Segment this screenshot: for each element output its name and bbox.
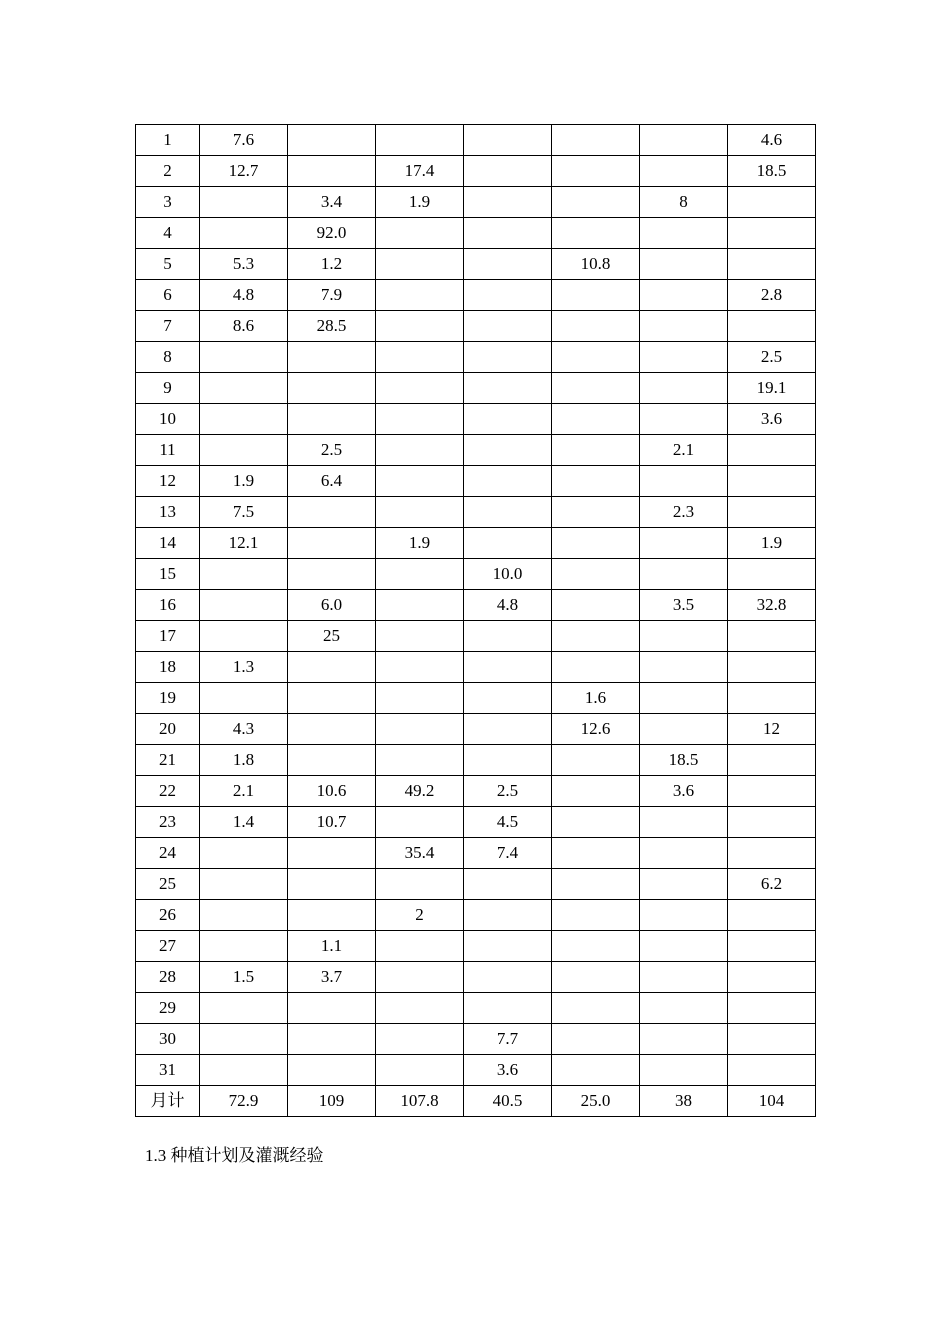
row-label-cell: 30 xyxy=(136,1024,200,1055)
value-cell xyxy=(376,869,464,900)
value-cell xyxy=(376,497,464,528)
value-cell: 107.8 xyxy=(376,1086,464,1117)
value-cell: 1.4 xyxy=(200,807,288,838)
value-cell xyxy=(640,931,728,962)
value-cell: 7.7 xyxy=(464,1024,552,1055)
value-cell: 28.5 xyxy=(288,311,376,342)
value-cell xyxy=(728,931,816,962)
value-cell xyxy=(464,869,552,900)
value-cell xyxy=(464,962,552,993)
value-cell xyxy=(200,590,288,621)
value-cell xyxy=(200,435,288,466)
value-cell: 25 xyxy=(288,621,376,652)
value-cell xyxy=(288,714,376,745)
value-cell xyxy=(640,404,728,435)
value-cell xyxy=(640,342,728,373)
row-label-cell: 29 xyxy=(136,993,200,1024)
value-cell xyxy=(728,466,816,497)
value-cell: 72.9 xyxy=(200,1086,288,1117)
value-cell xyxy=(552,900,640,931)
row-label-cell: 15 xyxy=(136,559,200,590)
row-label-cell: 4 xyxy=(136,218,200,249)
value-cell: 2.1 xyxy=(200,776,288,807)
value-cell xyxy=(728,900,816,931)
value-cell: 1.6 xyxy=(552,683,640,714)
value-cell xyxy=(376,559,464,590)
section-heading: 1.3 种植计划及灌溉经验 xyxy=(145,1146,324,1165)
value-cell: 12.1 xyxy=(200,528,288,559)
value-cell xyxy=(640,714,728,745)
value-cell: 10.6 xyxy=(288,776,376,807)
value-cell: 38 xyxy=(640,1086,728,1117)
value-cell xyxy=(200,683,288,714)
value-cell xyxy=(640,683,728,714)
value-cell: 6.2 xyxy=(728,869,816,900)
value-cell xyxy=(552,652,640,683)
value-cell xyxy=(376,807,464,838)
value-cell: 6.4 xyxy=(288,466,376,497)
table-row xyxy=(136,807,816,838)
value-cell xyxy=(728,1055,816,1086)
value-cell xyxy=(376,218,464,249)
value-cell: 49.2 xyxy=(376,776,464,807)
row-label-cell: 28 xyxy=(136,962,200,993)
value-cell xyxy=(552,838,640,869)
value-cell xyxy=(464,280,552,311)
value-cell xyxy=(552,776,640,807)
row-label-cell: 25 xyxy=(136,869,200,900)
value-cell xyxy=(640,528,728,559)
value-cell xyxy=(288,156,376,187)
value-cell xyxy=(288,528,376,559)
value-cell xyxy=(552,745,640,776)
value-cell xyxy=(376,125,464,156)
table-row xyxy=(136,435,816,466)
value-cell: 40.5 xyxy=(464,1086,552,1117)
value-cell xyxy=(464,466,552,497)
value-cell xyxy=(376,590,464,621)
value-cell xyxy=(728,993,816,1024)
value-cell xyxy=(640,869,728,900)
value-cell xyxy=(552,1055,640,1086)
value-cell xyxy=(552,528,640,559)
value-cell xyxy=(200,404,288,435)
table-row xyxy=(136,683,816,714)
value-cell xyxy=(640,838,728,869)
table-row xyxy=(136,1024,816,1055)
table-row xyxy=(136,218,816,249)
value-cell xyxy=(288,497,376,528)
value-cell: 7.6 xyxy=(200,125,288,156)
table-row xyxy=(136,621,816,652)
row-label-cell: 9 xyxy=(136,373,200,404)
value-cell: 2.5 xyxy=(728,342,816,373)
value-cell xyxy=(200,838,288,869)
value-cell xyxy=(552,931,640,962)
value-cell xyxy=(376,745,464,776)
value-cell xyxy=(640,1024,728,1055)
value-cell: 12.6 xyxy=(552,714,640,745)
value-cell xyxy=(200,931,288,962)
value-cell: 25.0 xyxy=(552,1086,640,1117)
value-cell xyxy=(552,590,640,621)
value-cell: 4.5 xyxy=(464,807,552,838)
value-cell xyxy=(728,776,816,807)
value-cell xyxy=(288,342,376,373)
value-cell xyxy=(376,373,464,404)
value-cell xyxy=(640,466,728,497)
value-cell xyxy=(552,497,640,528)
value-cell: 19.1 xyxy=(728,373,816,404)
row-label-cell: 22 xyxy=(136,776,200,807)
value-cell: 1.8 xyxy=(200,745,288,776)
value-cell xyxy=(464,249,552,280)
value-cell xyxy=(288,745,376,776)
value-cell xyxy=(288,404,376,435)
value-cell xyxy=(640,218,728,249)
table-row xyxy=(136,497,816,528)
rainfall-table xyxy=(135,124,816,1117)
value-cell: 3.7 xyxy=(288,962,376,993)
table-row xyxy=(136,776,816,807)
row-label-cell: 2 xyxy=(136,156,200,187)
value-cell xyxy=(200,1024,288,1055)
value-cell xyxy=(728,559,816,590)
table-row xyxy=(136,466,816,497)
value-cell xyxy=(288,559,376,590)
value-cell xyxy=(640,621,728,652)
value-cell xyxy=(640,249,728,280)
row-label-cell: 19 xyxy=(136,683,200,714)
value-cell xyxy=(464,900,552,931)
value-cell xyxy=(288,373,376,404)
value-cell: 1.5 xyxy=(200,962,288,993)
value-cell xyxy=(640,125,728,156)
value-cell: 8 xyxy=(640,187,728,218)
value-cell xyxy=(464,373,552,404)
value-cell: 35.4 xyxy=(376,838,464,869)
value-cell xyxy=(640,559,728,590)
value-cell xyxy=(728,807,816,838)
table-row xyxy=(136,590,816,621)
value-cell: 3.4 xyxy=(288,187,376,218)
value-cell: 2.3 xyxy=(640,497,728,528)
value-cell xyxy=(464,621,552,652)
value-cell xyxy=(288,652,376,683)
value-cell: 4.3 xyxy=(200,714,288,745)
value-cell xyxy=(464,528,552,559)
value-cell xyxy=(552,962,640,993)
value-cell xyxy=(640,993,728,1024)
value-cell: 7.9 xyxy=(288,280,376,311)
value-cell xyxy=(464,435,552,466)
total-row xyxy=(136,1086,816,1117)
value-cell xyxy=(728,187,816,218)
table-body xyxy=(136,125,816,1117)
value-cell xyxy=(200,559,288,590)
value-cell xyxy=(728,435,816,466)
table-row xyxy=(136,125,816,156)
value-cell xyxy=(728,497,816,528)
value-cell xyxy=(728,1024,816,1055)
table-row xyxy=(136,373,816,404)
row-label-cell: 31 xyxy=(136,1055,200,1086)
table-row xyxy=(136,528,816,559)
value-cell xyxy=(552,156,640,187)
value-cell: 6.0 xyxy=(288,590,376,621)
value-cell: 1.9 xyxy=(200,466,288,497)
value-cell: 32.8 xyxy=(728,590,816,621)
value-cell xyxy=(728,311,816,342)
value-cell xyxy=(288,869,376,900)
value-cell xyxy=(200,218,288,249)
row-label-cell: 27 xyxy=(136,931,200,962)
value-cell: 1.2 xyxy=(288,249,376,280)
value-cell xyxy=(376,404,464,435)
value-cell xyxy=(552,993,640,1024)
value-cell xyxy=(288,838,376,869)
value-cell xyxy=(376,1055,464,1086)
value-cell: 3.6 xyxy=(464,1055,552,1086)
value-cell xyxy=(464,993,552,1024)
row-label-cell: 月计 xyxy=(136,1086,200,1117)
row-label-cell: 13 xyxy=(136,497,200,528)
value-cell: 1.9 xyxy=(376,187,464,218)
value-cell: 7.5 xyxy=(200,497,288,528)
value-cell xyxy=(640,373,728,404)
table-row xyxy=(136,900,816,931)
value-cell: 10.0 xyxy=(464,559,552,590)
value-cell: 12.7 xyxy=(200,156,288,187)
value-cell xyxy=(552,466,640,497)
value-cell xyxy=(376,249,464,280)
row-label-cell: 23 xyxy=(136,807,200,838)
value-cell xyxy=(552,1024,640,1055)
value-cell xyxy=(464,404,552,435)
value-cell xyxy=(376,652,464,683)
value-cell xyxy=(464,683,552,714)
table-row xyxy=(136,404,816,435)
table-row xyxy=(136,993,816,1024)
value-cell xyxy=(200,900,288,931)
value-cell: 1.1 xyxy=(288,931,376,962)
value-cell xyxy=(376,311,464,342)
table-row xyxy=(136,962,816,993)
value-cell xyxy=(640,1055,728,1086)
value-cell xyxy=(376,962,464,993)
table-row xyxy=(136,838,816,869)
value-cell xyxy=(200,993,288,1024)
value-cell: 4.8 xyxy=(200,280,288,311)
table-row xyxy=(136,931,816,962)
table-row xyxy=(136,342,816,373)
value-cell xyxy=(552,621,640,652)
value-cell: 3.6 xyxy=(640,776,728,807)
value-cell: 1.3 xyxy=(200,652,288,683)
value-cell xyxy=(464,931,552,962)
table-row xyxy=(136,559,816,590)
value-cell xyxy=(728,249,816,280)
value-cell: 17.4 xyxy=(376,156,464,187)
row-label-cell: 24 xyxy=(136,838,200,869)
value-cell xyxy=(288,125,376,156)
row-label-cell: 16 xyxy=(136,590,200,621)
value-cell xyxy=(464,218,552,249)
value-cell: 4.8 xyxy=(464,590,552,621)
row-label-cell: 6 xyxy=(136,280,200,311)
value-cell xyxy=(728,683,816,714)
value-cell xyxy=(552,807,640,838)
value-cell xyxy=(552,404,640,435)
value-cell xyxy=(200,869,288,900)
value-cell: 3.6 xyxy=(728,404,816,435)
value-cell: 104 xyxy=(728,1086,816,1117)
value-cell: 92.0 xyxy=(288,218,376,249)
value-cell xyxy=(552,187,640,218)
value-cell xyxy=(464,187,552,218)
value-cell xyxy=(464,125,552,156)
value-cell xyxy=(376,683,464,714)
row-label-cell: 7 xyxy=(136,311,200,342)
table-row xyxy=(136,311,816,342)
value-cell xyxy=(640,311,728,342)
row-label-cell: 20 xyxy=(136,714,200,745)
row-label-cell: 5 xyxy=(136,249,200,280)
value-cell xyxy=(288,1024,376,1055)
table-row xyxy=(136,1055,816,1086)
value-cell: 18.5 xyxy=(728,156,816,187)
value-cell xyxy=(376,342,464,373)
value-cell xyxy=(200,373,288,404)
value-cell: 10.7 xyxy=(288,807,376,838)
value-cell xyxy=(200,187,288,218)
value-cell: 10.8 xyxy=(552,249,640,280)
value-cell xyxy=(376,1024,464,1055)
value-cell: 2 xyxy=(376,900,464,931)
row-label-cell: 17 xyxy=(136,621,200,652)
table-row xyxy=(136,745,816,776)
value-cell: 8.6 xyxy=(200,311,288,342)
value-cell xyxy=(464,156,552,187)
value-cell xyxy=(728,838,816,869)
row-label-cell: 14 xyxy=(136,528,200,559)
value-cell xyxy=(552,559,640,590)
value-cell xyxy=(376,621,464,652)
table-row xyxy=(136,652,816,683)
row-label-cell: 21 xyxy=(136,745,200,776)
table-row xyxy=(136,156,816,187)
value-cell xyxy=(464,311,552,342)
value-cell xyxy=(464,652,552,683)
value-cell xyxy=(728,621,816,652)
value-cell xyxy=(728,745,816,776)
row-label-cell: 11 xyxy=(136,435,200,466)
value-cell: 18.5 xyxy=(640,745,728,776)
value-cell xyxy=(728,218,816,249)
value-cell: 3.5 xyxy=(640,590,728,621)
value-cell xyxy=(640,280,728,311)
table-row xyxy=(136,187,816,218)
table-row xyxy=(136,249,816,280)
value-cell xyxy=(552,435,640,466)
value-cell xyxy=(376,993,464,1024)
table-row xyxy=(136,714,816,745)
value-cell: 2.5 xyxy=(288,435,376,466)
value-cell xyxy=(552,280,640,311)
value-cell xyxy=(728,962,816,993)
value-cell xyxy=(640,900,728,931)
value-cell: 109 xyxy=(288,1086,376,1117)
value-cell: 2.8 xyxy=(728,280,816,311)
value-cell xyxy=(200,621,288,652)
value-cell xyxy=(376,931,464,962)
value-cell xyxy=(288,683,376,714)
value-cell xyxy=(728,652,816,683)
value-cell xyxy=(376,280,464,311)
row-label-cell: 3 xyxy=(136,187,200,218)
value-cell xyxy=(464,497,552,528)
value-cell: 1.9 xyxy=(728,528,816,559)
row-label-cell: 18 xyxy=(136,652,200,683)
value-cell xyxy=(640,962,728,993)
value-cell: 2.1 xyxy=(640,435,728,466)
value-cell: 2.5 xyxy=(464,776,552,807)
value-cell xyxy=(464,342,552,373)
row-label-cell: 1 xyxy=(136,125,200,156)
value-cell xyxy=(376,435,464,466)
value-cell xyxy=(464,714,552,745)
value-cell xyxy=(552,373,640,404)
value-cell xyxy=(552,342,640,373)
value-cell: 4.6 xyxy=(728,125,816,156)
value-cell: 7.4 xyxy=(464,838,552,869)
value-cell: 5.3 xyxy=(200,249,288,280)
value-cell xyxy=(376,714,464,745)
table-row xyxy=(136,869,816,900)
row-label-cell: 26 xyxy=(136,900,200,931)
value-cell xyxy=(552,869,640,900)
row-label-cell: 8 xyxy=(136,342,200,373)
value-cell xyxy=(200,342,288,373)
value-cell xyxy=(464,745,552,776)
value-cell xyxy=(288,900,376,931)
value-cell xyxy=(288,1055,376,1086)
row-label-cell: 12 xyxy=(136,466,200,497)
value-cell xyxy=(640,652,728,683)
value-cell xyxy=(288,993,376,1024)
value-cell xyxy=(552,311,640,342)
value-cell xyxy=(200,1055,288,1086)
value-cell xyxy=(552,125,640,156)
value-cell xyxy=(640,156,728,187)
row-label-cell: 10 xyxy=(136,404,200,435)
table-row xyxy=(136,280,816,311)
value-cell: 1.9 xyxy=(376,528,464,559)
value-cell xyxy=(376,466,464,497)
value-cell: 12 xyxy=(728,714,816,745)
value-cell xyxy=(640,807,728,838)
value-cell xyxy=(552,218,640,249)
